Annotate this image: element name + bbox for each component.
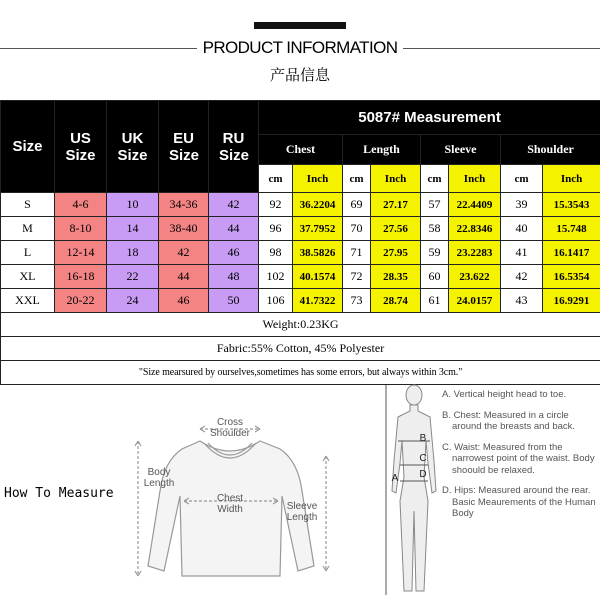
cell-length-cm: 72 bbox=[343, 265, 371, 289]
cell-size: L bbox=[1, 241, 55, 265]
cell-chest-in: 41.7322 bbox=[293, 289, 343, 313]
unit-cm: cm bbox=[501, 165, 543, 193]
cell-length-in: 27.17 bbox=[371, 193, 421, 217]
cell-length-cm: 71 bbox=[343, 241, 371, 265]
group-sleeve: Sleeve bbox=[421, 135, 501, 165]
cell-sleeve-in: 22.4409 bbox=[449, 193, 501, 217]
header-us-size: US Size bbox=[55, 101, 107, 193]
body-letter-a: A bbox=[391, 473, 399, 484]
cell-shoulder-in: 16.9291 bbox=[543, 289, 600, 313]
unit-cm: cm bbox=[421, 165, 449, 193]
cell-us: 4-6 bbox=[55, 193, 107, 217]
cell-chest-in: 37.7952 bbox=[293, 217, 343, 241]
table-row bbox=[1, 193, 600, 217]
how-to-measure-label: How To Measure bbox=[4, 486, 114, 501]
header-bar bbox=[254, 22, 346, 29]
header-uk-size: UK Size bbox=[107, 101, 159, 193]
body-letter-d: D bbox=[419, 469, 427, 480]
cell-eu: 42 bbox=[159, 241, 209, 265]
cell-uk: 14 bbox=[107, 217, 159, 241]
cell-shoulder-cm: 42 bbox=[501, 265, 543, 289]
cell-chest-cm: 106 bbox=[259, 289, 293, 313]
header-size: Size bbox=[1, 101, 55, 193]
cell-us: 12-14 bbox=[55, 241, 107, 265]
cell-length-in: 27.95 bbox=[371, 241, 421, 265]
note-c: C. Waist: Measured from the narrowest point of the waist. Body shoould be relaxed. bbox=[442, 441, 595, 476]
cell-sleeve-cm: 60 bbox=[421, 265, 449, 289]
cell-eu: 44 bbox=[159, 265, 209, 289]
cross-shoulder-label: Cross Shoulder bbox=[209, 417, 251, 439]
cell-chest-cm: 98 bbox=[259, 241, 293, 265]
sleeve-length-label: Sleeve Length bbox=[286, 501, 318, 523]
body-length-label: Body Length bbox=[143, 467, 175, 489]
unit-cm: cm bbox=[259, 165, 293, 193]
cell-sleeve-cm: 58 bbox=[421, 217, 449, 241]
cell-sleeve-in: 22.8346 bbox=[449, 217, 501, 241]
cell-eu: 34-36 bbox=[159, 193, 209, 217]
cell-ru: 42 bbox=[209, 193, 259, 217]
cell-length-in: 27.56 bbox=[371, 217, 421, 241]
note-a: A. Vertical height head to toe. bbox=[442, 389, 567, 400]
header-ru-size: RU Size bbox=[209, 101, 259, 193]
cell-sleeve-in: 24.0157 bbox=[449, 289, 501, 313]
cell-chest-in: 40.1574 bbox=[293, 265, 343, 289]
cell-chest-cm: 92 bbox=[259, 193, 293, 217]
cell-shoulder-cm: 43 bbox=[501, 289, 543, 313]
cell-size: XL bbox=[1, 265, 55, 289]
cell-shoulder-in: 15.748 bbox=[543, 217, 600, 241]
cell-shoulder-in: 15.3543 bbox=[543, 193, 600, 217]
cell-uk: 22 bbox=[107, 265, 159, 289]
cell-ru: 44 bbox=[209, 217, 259, 241]
cell-sleeve-cm: 57 bbox=[421, 193, 449, 217]
cell-us: 16-18 bbox=[55, 265, 107, 289]
header-eu-size: EU Size bbox=[159, 101, 209, 193]
chest-width-label: Chest Width bbox=[216, 493, 244, 515]
table-row bbox=[1, 241, 600, 265]
unit-inch: Inch bbox=[449, 165, 501, 193]
cell-ru: 50 bbox=[209, 289, 259, 313]
table-row bbox=[1, 265, 600, 289]
cell-shoulder-cm: 39 bbox=[501, 193, 543, 217]
cell-shoulder-cm: 40 bbox=[501, 217, 543, 241]
cell-sleeve-in: 23.622 bbox=[449, 265, 501, 289]
cell-chest-in: 38.5826 bbox=[293, 241, 343, 265]
cell-shoulder-in: 16.1417 bbox=[543, 241, 600, 265]
size-chart-table bbox=[0, 100, 600, 385]
product-info-header bbox=[0, 0, 600, 100]
cell-size: XXL bbox=[1, 289, 55, 313]
cell-shoulder-cm: 41 bbox=[501, 241, 543, 265]
measurement-title: 5087# Measurement bbox=[259, 101, 600, 135]
cell-us: 20-22 bbox=[55, 289, 107, 313]
cell-length-cm: 69 bbox=[343, 193, 371, 217]
cell-eu: 38-40 bbox=[159, 217, 209, 241]
note-b: B. Chest: Measured in a circle around the breasts and back. bbox=[442, 409, 576, 432]
how-to-measure-section bbox=[0, 371, 600, 600]
cell-uk: 10 bbox=[107, 193, 159, 217]
unit-cm: cm bbox=[343, 165, 371, 193]
cell-chest-cm: 96 bbox=[259, 217, 293, 241]
fabric-info: Fabric:55% Cotton, 45% Polyester bbox=[1, 337, 600, 361]
measurement-notes bbox=[442, 389, 600, 529]
page-subtitle: 产品信息 bbox=[269, 66, 330, 84]
cell-ru: 46 bbox=[209, 241, 259, 265]
page-title: PRODUCT INFORMATION bbox=[197, 38, 404, 57]
body-diagram bbox=[378, 381, 442, 599]
cell-shoulder-in: 16.5354 bbox=[543, 265, 600, 289]
unit-inch: Inch bbox=[293, 165, 343, 193]
size-note: "Size mearsured by ourselves,sometimes has some errors, but always within 3cm." bbox=[1, 361, 600, 385]
cell-us: 8-10 bbox=[55, 217, 107, 241]
cell-size: S bbox=[1, 193, 55, 217]
cell-uk: 18 bbox=[107, 241, 159, 265]
unit-inch: Inch bbox=[543, 165, 600, 193]
cell-length-in: 28.35 bbox=[371, 265, 421, 289]
cell-sleeve-cm: 61 bbox=[421, 289, 449, 313]
unit-inch: Inch bbox=[371, 165, 421, 193]
group-chest: Chest bbox=[259, 135, 343, 165]
weight-info: Weight:0.23KG bbox=[1, 313, 600, 337]
cell-length-in: 28.74 bbox=[371, 289, 421, 313]
cell-size: M bbox=[1, 217, 55, 241]
note-d: D. Hips: Measured around the rear. Basic Meaurements of the Human Body bbox=[442, 485, 596, 519]
cell-eu: 46 bbox=[159, 289, 209, 313]
cell-uk: 24 bbox=[107, 289, 159, 313]
cell-chest-in: 36.2204 bbox=[293, 193, 343, 217]
cell-chest-cm: 102 bbox=[259, 265, 293, 289]
group-length: Length bbox=[343, 135, 421, 165]
cell-length-cm: 73 bbox=[343, 289, 371, 313]
cell-length-cm: 70 bbox=[343, 217, 371, 241]
cell-sleeve-in: 23.2283 bbox=[449, 241, 501, 265]
body-letter-b: B bbox=[419, 433, 427, 444]
cell-ru: 48 bbox=[209, 265, 259, 289]
group-shoulder: Shoulder bbox=[501, 135, 600, 165]
table-row bbox=[1, 289, 600, 313]
body-letter-c: C bbox=[419, 453, 427, 464]
table-row bbox=[1, 217, 600, 241]
cell-sleeve-cm: 59 bbox=[421, 241, 449, 265]
